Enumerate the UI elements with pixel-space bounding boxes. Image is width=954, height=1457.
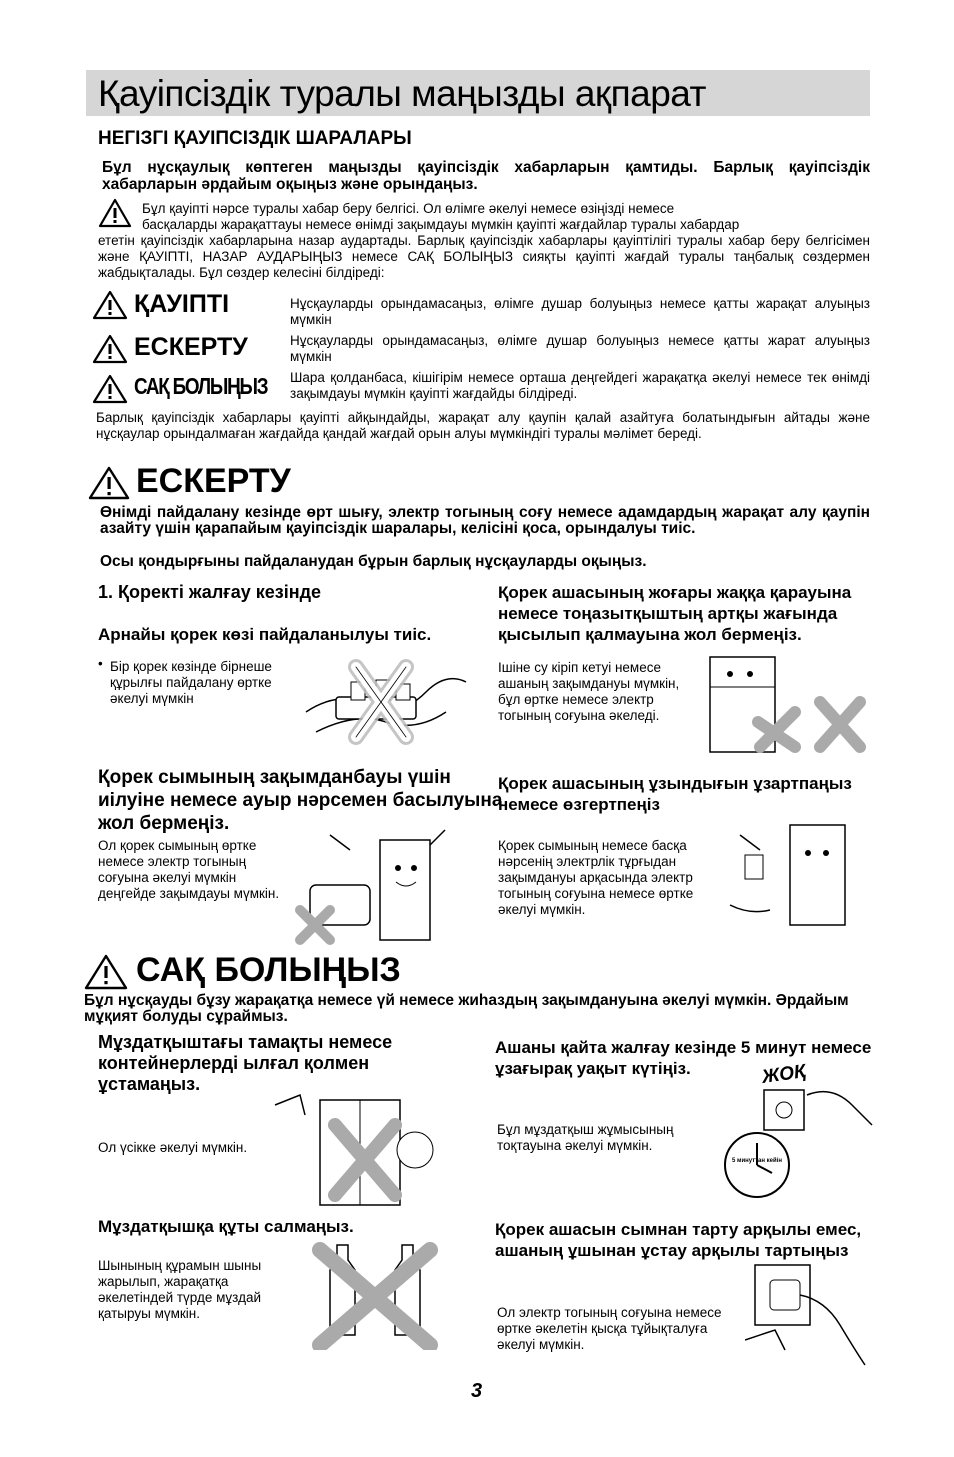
item-text: Ол электр тогының соғуына немесе өртке әкелетін қысқа тұйықталуға әкелуі мүмкін. (497, 1305, 722, 1352)
section-heading: НЕГІЗГІ ҚАУІПСІЗДІК ШАРАЛАРЫ (98, 128, 412, 149)
refrigerator-illustration (700, 652, 875, 757)
item-text: Ішіне су кіріп кетуі немесе ашаның зақымдануы мүмкін, бұл өртке немесе электр тогының соғуына әкеледі. (498, 660, 680, 723)
level-label-warning: ЕСКЕРТУ (134, 333, 248, 361)
intro-rest: ететін қауіпсіздік хабарларына назар аудартады. Барлық қауіпсіздік хабарлары қауіптілігі туралы хабар беру белгісімен және ҚАУІПТІ, НАЗАР АУДАРЫҢЫЗ немесе САҚ БОЛЫҢЫЗ сияқты қауіпті жағдай туралы таңбалық сөздермен жабдықталады. Бұл сөздер келесіні білдіреді: (98, 233, 870, 280)
bottle-illustration (300, 1240, 450, 1350)
warning-heading: ЕСКЕРТУ (136, 462, 291, 500)
level-label-danger: ҚАУІПТІ (134, 290, 230, 318)
warning-triangle-icon (98, 198, 132, 228)
page-number: 3 (471, 1380, 483, 1402)
item-heading: Мұздатқыштағы тамақты немесе контейнерлерді ылғал қолмен ұстамаңыз. (98, 1032, 393, 1094)
item-text: Ол үсікке әкелуі мүмкін. (98, 1140, 248, 1155)
intro-line-2: басқаларды жарақаттауы немесе өнімді зақымдауы мүмкін қауіпті жағдайлар туралы хабардар (142, 217, 740, 232)
item-heading: Мұздатқышқа құты салмаңыз. (98, 1217, 354, 1236)
item-heading: Қорек ашасының ұзындығын ұзартпаңыз немесе өзгертпеңіз (498, 774, 852, 814)
section1-heading: 1. Қоректі жалғау кезінде (98, 582, 322, 602)
level-desc-danger: Нұсқауларды орындамасаңыз, өлімге душар болуыңыз немесе қатты жарақат алуыңыз мүмкін (290, 296, 870, 327)
clock-label: 5 минуттан кейін (732, 1158, 782, 1164)
item-text: Шынының құрамын шыны жарылып, жарақатқа әкелетіндей түрде мұздай қатыруы мүмкін. (98, 1258, 262, 1321)
warning-triangle-icon (92, 290, 128, 320)
no-label: ЖОҚ (760, 1061, 808, 1088)
level-label-caution: САҚ БОЛЫҢЫЗ (134, 373, 268, 399)
intro-bold: Бұл нұсқаулық көптеген маңызды қауіпсіздік хабарларын қамтиды. Барлық қауіпсіздік хабарларын әрдайым оқыңыз және орындаңыз. (102, 159, 870, 193)
caution-heading: САҚ БОЛЫҢЫЗ (136, 951, 401, 989)
clock-illustration (712, 1085, 877, 1210)
bullet: • (98, 656, 103, 671)
item-text: Ол қорек сымының өртке немесе электр тогының соғуына әкелуі мүмкін деңгейде зақымдауы мүмкін. (98, 838, 280, 901)
level-desc-caution: Шара қолданбаса, кішігірім немесе орташа деңгейдегі жарақатқа әкелуі немесе тек өнімді зақымдауы мүмкін қауіпті жағдайды білдіреді. (290, 370, 870, 401)
item-text: Қорек сымының немесе басқа нәрсенің электрлік тұрғыдан зақымдануы арқасында электр тогының соғуына немесе өртке әкелуі мүмкін. (498, 838, 694, 917)
item-text: Бұл мұздатқыш жұмысының тоқтауына әкелуі мүмкін. (497, 1122, 674, 1153)
item-text: Бір қорек көзінде бірнеше құрылғы пайдалану өртке әкелуі мүмкін (110, 659, 272, 706)
item-heading: Қорек ашасының жоғары жаққа қарауына немесе тоңазытқыштың артқы жағында қысылып қалмауына жол бермеңіз. (498, 583, 852, 644)
item-heading: Арнайы қорек көзі пайдаланылуы тиіс. (98, 625, 432, 644)
refrigerator-illustration (720, 815, 870, 930)
caution-bold: Бұл нұсқауды бұзу жарақатқа немесе үй немесе жиһаздың зақымдануына әкелуі мүмкін. Әрдайым мұқият болуды сұраймыз. (84, 992, 849, 1025)
warning-bold: Өнімді пайдалану кезінде өрт шығу, электр тогының соғу немесе адамдардың жарақат алу қаупін азайту үшін қарапайым қауіпсіздік шаралары, келісіні қоса, орындалуы тиіс. (100, 504, 870, 537)
intro-line-1: Бұл қауіпті нәрсе туралы хабар беру белгісі. Ол өлімге әкелуі немесе өзіңізді немесе (142, 201, 675, 216)
levels-note: Барлық қауіпсіздік хабарлары қауіпті айқындайды, жарақат алу қаупін қалай азайтуға болатындығын айтады және нұсқаулар орындалмаған жағдайда қандай жағдай орын алуы мүмкіндігі туралы мәлімет береді. (96, 410, 870, 441)
warning-triangle-icon (88, 466, 130, 500)
item-heading: Қорек сымының зақымданбауы үшін иілуіне немесе ауыр нәрсемен басылуына жол бермеңіз. (98, 767, 503, 834)
item-heading: Ашаны қайта жалғау кезінде 5 минут немесе ұзағырақ уақыт күтіңіз. (495, 1038, 872, 1078)
plug-illustration (745, 1255, 870, 1370)
page-title-bar (86, 70, 870, 116)
page-title: Қауіпсіздік туралы маңызды ақпарат (98, 73, 707, 114)
level-desc-warning: Нұсқауларды орындамасаңыз, өлімге душар болуыңыз немесе қатты жарат алуыңыз мүмкін (290, 333, 870, 364)
multi-plug-illustration (296, 652, 476, 752)
warning-triangle-icon (92, 374, 128, 404)
refrigerator-illustration (290, 820, 450, 945)
warning-triangle-icon (84, 954, 128, 990)
warning-triangle-icon (92, 334, 128, 364)
warning-read: Осы қондырғыны пайдаланудан бұрын барлық нұсқауларды оқыңыз. (100, 553, 647, 570)
item-heading: Қорек ашасын сымнан тарту арқылы емес, ашаның ұшынан ұстау арқылы тартыңыз (495, 1220, 862, 1260)
refrigerator-illustration (265, 1085, 450, 1210)
